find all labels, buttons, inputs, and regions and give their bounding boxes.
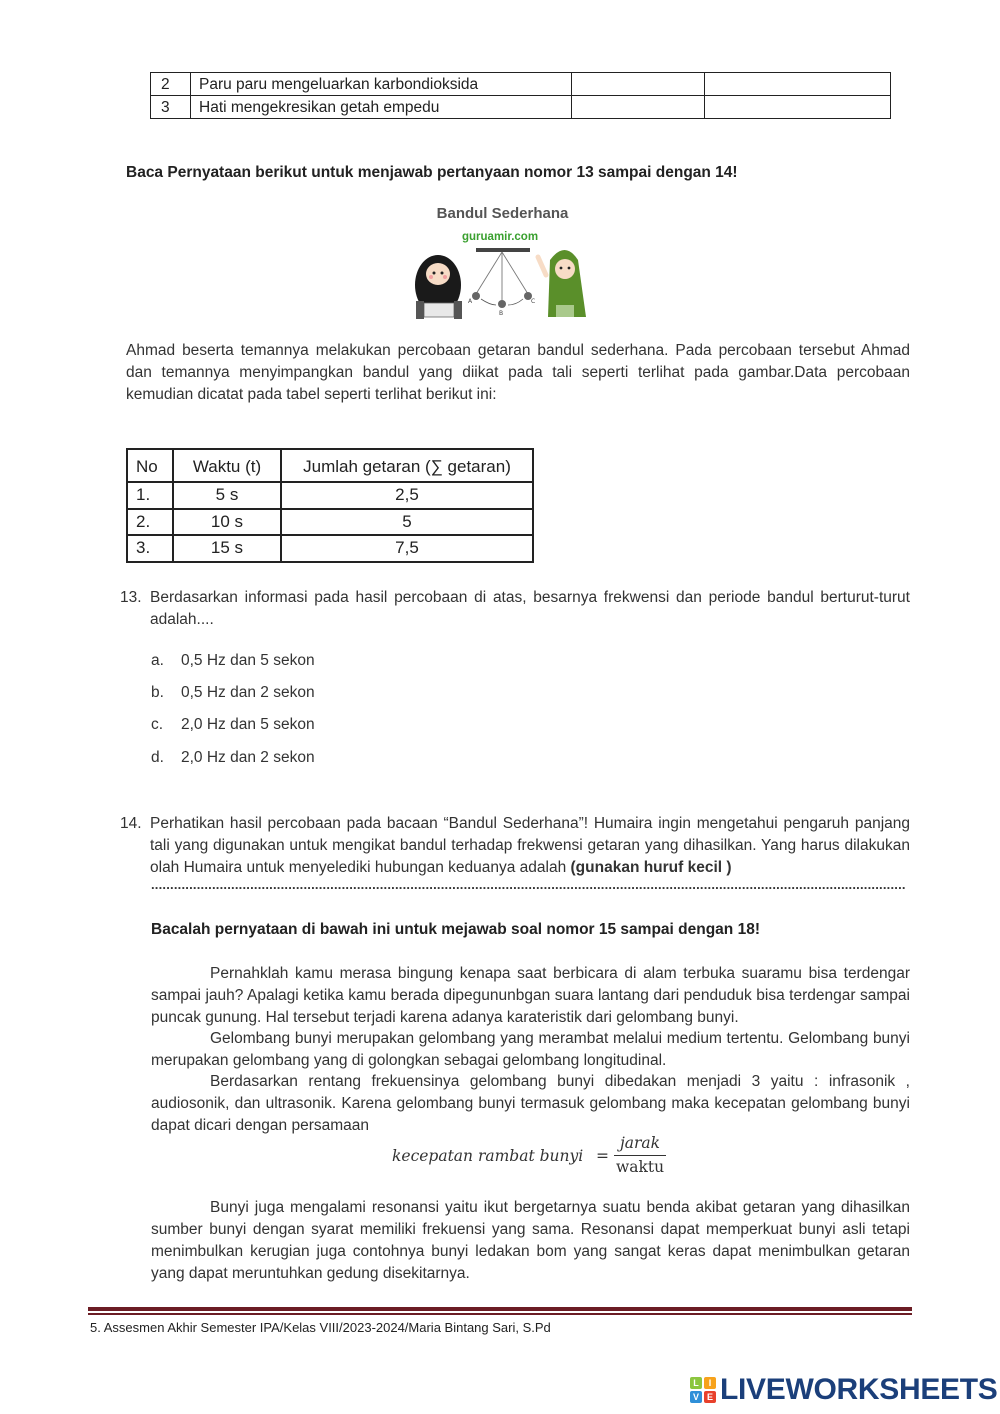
pendulum-illustration-icon xyxy=(410,205,595,323)
option-letter: c. xyxy=(151,716,164,733)
table-row xyxy=(151,96,891,119)
answer-cell-2[interactable] xyxy=(705,96,891,119)
article-paragraph-4: Bunyi juga mengalami resonansi yaitu ikut bergetarnya suatu benda akibat getaran yang dihasilkan sumber bunyi dengan syarat memiliki frekuensi yang sama. Resonansi dapat memperkuat bunyi asli tetapi menimbulkan kerugian juga contohnya bunyi ledakan bom yang sangat keras dapat menimbulkan getaran yang dapat meruntuhkan gedung disekitarnya. xyxy=(151,1199,910,1282)
header-oscillations: Jumlah getaran (∑ getaran) xyxy=(281,449,533,482)
formula-numerator: jarak xyxy=(619,1134,661,1152)
row-statement: Paru paru mengeluarkan karbondioksida xyxy=(191,73,572,96)
question-number: 13. xyxy=(120,589,142,606)
answer-cell-2[interactable] xyxy=(705,73,891,96)
formula-lhs: kecepatan rambat bunyi xyxy=(392,1147,584,1165)
instruction-note: (gunakan huruf kecil ) xyxy=(570,859,732,876)
section-heading-15-18: Bacalah pernyataan di bawah ini untuk mejawab soal nomor 15 sampai dengan 18! xyxy=(151,921,760,938)
header-no: No xyxy=(127,449,173,482)
row-statement: Hati mengekresikan getah empedu xyxy=(191,96,572,119)
figure-watermark: guruamir.com xyxy=(462,231,539,243)
question-text: Perhatikan hasil percobaan pada bacaan “Bandul Sederhana”! Humaira ingin mengetahui pengaruh panjang tali yang digunakan untuk mengikat bandul terhadap frekwensi getaran yang dihasilkan. Yang harus dilakukan olah Humaira untuk menyelediki hubungan keduanya adalah xyxy=(150,815,910,876)
cell-time: 15 s xyxy=(173,535,281,562)
section-heading-13-14: Baca Pernyataan berikut untuk menjawab pertanyaan nomor 13 sampai dengan 14! xyxy=(126,164,738,181)
liveworksheets-logo[interactable] xyxy=(690,1374,998,1406)
table-row xyxy=(151,73,891,96)
live-squares-icon xyxy=(690,1377,716,1403)
cell-oscillations: 7,5 xyxy=(281,535,533,562)
option-letter: d. xyxy=(151,749,164,766)
option-c[interactable] xyxy=(151,716,315,734)
pendulum-figure xyxy=(410,205,595,323)
table-row xyxy=(127,509,533,536)
experiment-description: Ahmad beserta temannya melakukan percobaan getaran bandul sederhana. Pada percobaan tersebut Ahmad dan temannya menyimpangkan bandul yang diikat pada tali seperti terlihat pada gambar.Data percobaan kemudian dicatat pada tabel seperti terlihat berikut ini: xyxy=(126,342,910,403)
cell-no: 3. xyxy=(127,535,173,562)
question-13 xyxy=(120,587,910,631)
svg-text:B: B xyxy=(499,310,504,317)
table-header-row xyxy=(127,449,533,482)
answer-cell-1[interactable] xyxy=(572,73,705,96)
cell-time: 10 s xyxy=(173,509,281,536)
option-letter: b. xyxy=(151,684,164,701)
formula-denominator: waktu xyxy=(615,1158,665,1176)
option-text: 0,5 Hz dan 2 sekon xyxy=(181,684,315,701)
answer-cell-1[interactable] xyxy=(572,96,705,119)
logo-square-v: V xyxy=(690,1391,702,1403)
option-text: 0,5 Hz dan 5 sekon xyxy=(181,652,315,669)
table-row xyxy=(127,482,533,509)
logo-square-i: I xyxy=(704,1377,716,1389)
question-number: 14. xyxy=(120,815,142,832)
option-a[interactable] xyxy=(151,652,315,670)
table-row xyxy=(127,535,533,562)
logo-square-l: L xyxy=(690,1377,702,1389)
organ-function-table xyxy=(150,72,891,119)
article-paragraph-3: Berdasarkan rentang frekuensinya gelombang bunyi dibedakan menjadi 3 yaitu : infrasonik , audiosonik, dan ultrasonik. Karena gelombang bunyi termasuk gelombang maka kecepatan gelombang bunyi dapat dicari dengan persamaan xyxy=(151,1073,910,1134)
row-number: 3 xyxy=(151,96,191,119)
footer-rule xyxy=(88,1307,912,1311)
option-letter: a. xyxy=(151,652,164,669)
option-text: 2,0 Hz dan 2 sekon xyxy=(181,749,315,766)
question-text-wrapper xyxy=(150,813,910,879)
svg-text:A: A xyxy=(468,298,473,305)
pendulum-data-table xyxy=(126,448,534,563)
cell-oscillations: 5 xyxy=(281,509,533,536)
svg-text:C: C xyxy=(531,298,536,305)
article-paragraph-1: Pernahklah kamu merasa bingung kenapa saat berbicara di alam terbuka suaramu bisa terdengar sampai jauh? Apalagi ketika kamu berada dipegununbgan suara lantang dari penduduk bisa terdengar sampai puncak gunung. Hal tersebut terjadi karena adanya karateristik dari gelombang bunyi. xyxy=(151,965,910,1026)
formula-equals: = xyxy=(596,1147,609,1165)
logo-square-e: E xyxy=(704,1391,716,1403)
question-14 xyxy=(120,813,910,879)
article-paragraph-2: Gelombang bunyi merupakan gelombang yang merambat melalui medium tertentu. Gelombang bunyi merupakan gelombang yang di golongkan sebagai gelombang longitudinal. xyxy=(151,1030,910,1069)
footer-rule-thin xyxy=(88,1313,912,1315)
header-time: Waktu (t) xyxy=(173,449,281,482)
cell-time: 5 s xyxy=(173,482,281,509)
logo-wordmark: LIVEWORKSHEETS xyxy=(720,1373,998,1406)
row-number: 2 xyxy=(151,73,191,96)
cell-no: 2. xyxy=(127,509,173,536)
option-text: 2,0 Hz dan 5 sekon xyxy=(181,716,315,733)
option-b[interactable] xyxy=(151,684,315,702)
question-text: Berdasarkan informasi pada hasil percobaan di atas, besarnya frekwensi dan periode bandul berturut-turut adalah.... xyxy=(150,589,910,628)
cell-no: 1. xyxy=(127,482,173,509)
figure-title: Bandul Sederhana xyxy=(436,205,569,222)
answer-input-line[interactable]: ...................................................................................................................................................................................................... xyxy=(151,877,906,891)
footer-text: 5. Assesmen Akhir Semester IPA/Kelas VIII/2023-2024/Maria Bintang Sari, S.Pd xyxy=(90,1320,551,1335)
fraction-bar xyxy=(614,1155,666,1156)
option-d[interactable] xyxy=(151,749,315,767)
formula-fraction xyxy=(614,1134,666,1176)
cell-oscillations: 2,5 xyxy=(281,482,533,509)
